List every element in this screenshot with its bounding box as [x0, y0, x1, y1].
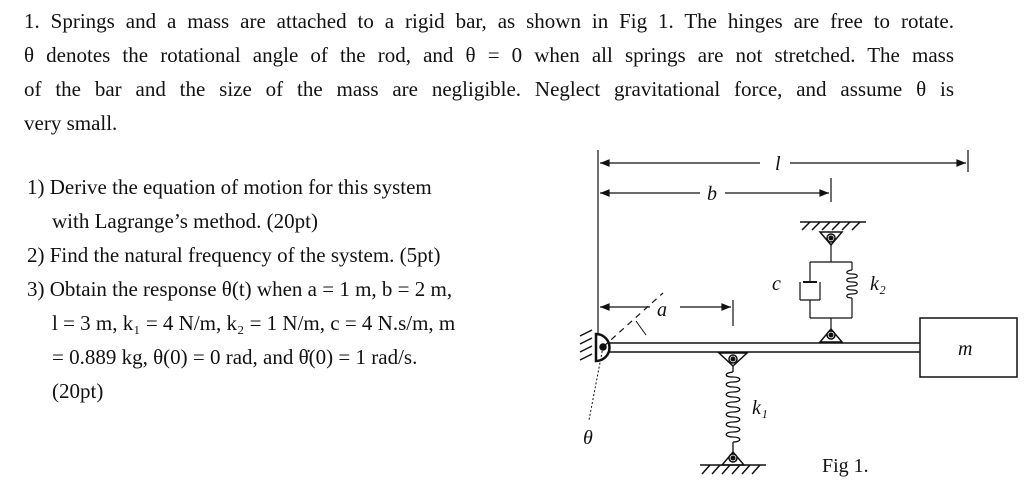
problem-line-2: θ denotes the rotational angle of the rod, and θ = 0 when all springs are not stretched. The mass — [24, 43, 954, 67]
bar-pin-lower — [719, 353, 747, 366]
bar-pin-upper — [820, 329, 842, 342]
label-b: b — [707, 183, 717, 205]
figure-caption: Fig 1. — [822, 455, 869, 477]
label-m: m — [958, 338, 973, 360]
dimension-l — [598, 150, 968, 340]
bottom-ground — [700, 465, 766, 474]
question-1-line-1: 1) Derive the equation of motion for this system — [27, 175, 432, 199]
damper-c — [800, 262, 820, 318]
top-ground — [800, 222, 866, 230]
label-k2: k₂ — [870, 273, 886, 295]
label-l: l — [775, 153, 781, 175]
question-3-line-2: l = 3 m, k₁ = 4 N/m, k₂ = 1 N/m, c = 4 N.s/m, m — [52, 311, 456, 335]
question-3-line-4: (20pt) — [52, 379, 104, 403]
question-3-line-3: = 0.889 kg, θ(0) = 0 rad, and θ̇(0) = 1 rad/s. — [52, 345, 418, 369]
label-k1: k₁ — [752, 397, 768, 419]
spring-k1 — [726, 366, 740, 452]
problem-line-4: very small. — [24, 111, 118, 135]
rigid-bar — [600, 343, 920, 352]
label-c: c — [772, 273, 781, 295]
label-theta: θ — [583, 427, 593, 449]
label-a: a — [657, 299, 667, 321]
question-1-line-2: with Lagrange’s method. (20pt) — [52, 209, 318, 233]
top-pin — [820, 232, 842, 245]
question-3-line-1: 3) Obtain the response θ(t) when a = 1 m, b = 2 m, — [27, 277, 453, 301]
problem-line-1: 1. Springs and a mass are attached to a rigid bar, as shown in Fig 1. The hinges are free to rotate. — [24, 9, 954, 33]
question-2: 2) Find the natural frequency of the system. (5pt) — [27, 243, 441, 267]
spring-k2 — [847, 262, 858, 318]
problem-line-3: of the bar and the size of the mass are negligible. Neglect gravitational force, and assume θ is — [24, 77, 954, 101]
bottom-pin — [722, 452, 744, 465]
